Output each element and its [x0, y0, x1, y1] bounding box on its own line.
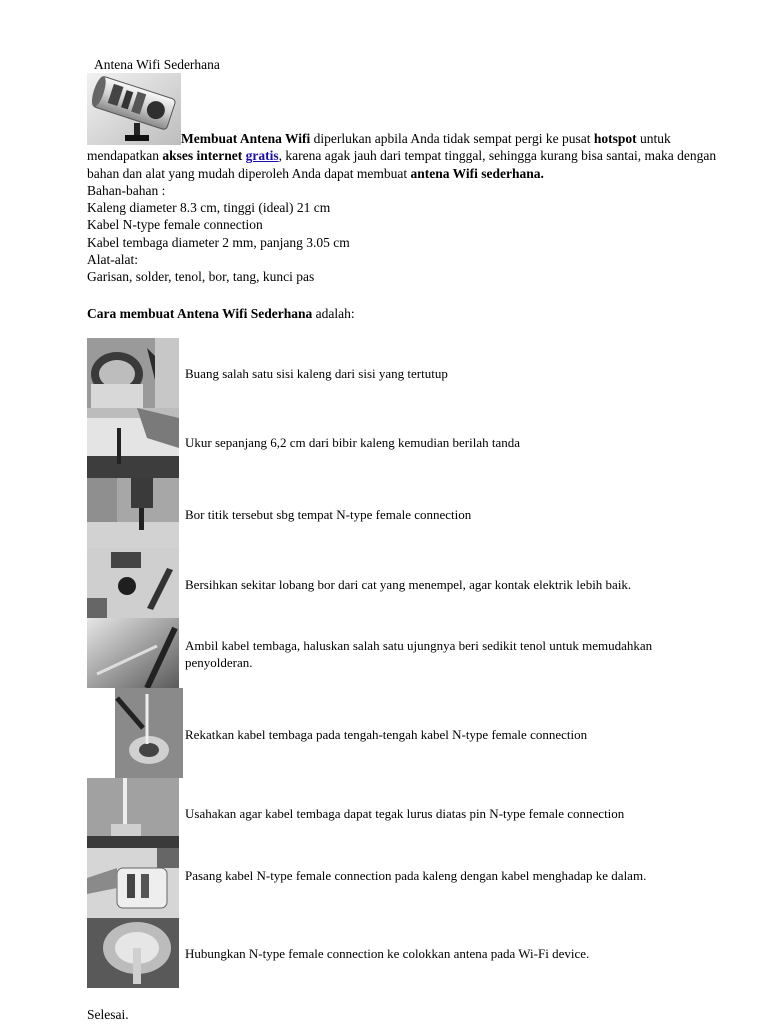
step-text: Buang salah satu sisi kaleng dari sisi yang tertutup: [185, 366, 448, 381]
materials-item: Kabel tembaga diameter 2 mm, panjang 3.05 cm: [87, 234, 350, 250]
step-photo-mount-connector: [87, 848, 179, 918]
step-text: Ambil kabel tembaga, haluskan salah satu ujungnya beri sedikit tenol untuk memudahkan penyolderan.: [185, 638, 653, 670]
step-text: Bor titik tersebut sbg tempat N-type female connection: [185, 507, 472, 522]
step-photo-solder-wire: [87, 618, 179, 688]
step-text: Usahakan agar kabel tembaga dapat tegak lurus diatas pin N-type female connection: [185, 806, 625, 821]
step-photo-drill: [87, 478, 179, 548]
step-text: Pasang kabel N-type female connection pada kaleng dengan kabel menghadap ke dalam.: [185, 868, 647, 883]
step-item: [87, 548, 727, 618]
step-text: Hubungkan N-type female connection ke colokkan antena pada Wi-Fi device.: [185, 946, 590, 961]
howto-bold: Cara membuat Antena Wifi Sederhana: [87, 306, 313, 321]
step-photo-clean-hole: [87, 548, 179, 618]
intro-bold-antenna: antena Wifi sederhana.: [410, 165, 544, 181]
intro-text-d: , karena agak jauh dari tempat tinggal, sehingga kurang bisa santai, maka dengan bahan dan alat yang mudah diperoleh Anda dapat membuat: [87, 148, 717, 181]
step-photo-connect-device: [87, 918, 179, 988]
step-photo-attach-wire: [87, 688, 183, 778]
step-item: [87, 478, 727, 548]
materials-item: Kabel N-type female connection: [87, 217, 263, 233]
step-photo-can-opening: [87, 338, 179, 408]
intro-text-b: untuk mendapatkan: [87, 131, 671, 164]
page-title: Antena Wifi Sederhana: [94, 57, 220, 72]
step-text: Rekatkan kabel tembaga pada tengah-tengah kabel N-type female connection: [185, 727, 588, 742]
step-item: [87, 408, 727, 478]
step-item: [87, 778, 727, 848]
tools-list: Garisan, solder, tenol, bor, tang, kunci pas: [87, 269, 315, 285]
gratis-link[interactable]: gratis: [245, 148, 279, 164]
step-item: [87, 338, 727, 408]
step-item: [87, 848, 727, 918]
intro-text-a: diperlukan apbila Anda tidak sempat pergi ke pusat: [310, 131, 594, 146]
materials-heading: Bahan-bahan :: [87, 182, 166, 198]
step-photo-measure: [87, 408, 179, 478]
step-photo-wire-upright: [87, 778, 179, 848]
tools-heading: Alat-alat:: [87, 252, 138, 268]
step-item: [87, 618, 727, 688]
step-item: [87, 918, 727, 988]
intro-section: [87, 130, 727, 286]
closing-text: Selesai.: [87, 1007, 129, 1022]
step-item: [87, 688, 727, 778]
intro-bold-title: Membuat Antena Wifi: [181, 131, 311, 146]
howto-heading: [87, 305, 355, 322]
step-text: Bersihkan sekitar lobang bor dari cat yang menempel, agar kontak elektrik lebih baik.: [185, 577, 632, 592]
materials-item: Kaleng diameter 8.3 cm, tinggi (ideal) 21 cm: [87, 200, 331, 216]
intro-bold-internet: akses internet: [162, 148, 243, 164]
step-text: Ukur sepanjang 6,2 cm dari bibir kaleng kemudian berilah tanda: [185, 435, 521, 450]
intro-bold-hotspot: hotspot: [593, 131, 637, 146]
howto-text: adalah:: [312, 306, 355, 321]
